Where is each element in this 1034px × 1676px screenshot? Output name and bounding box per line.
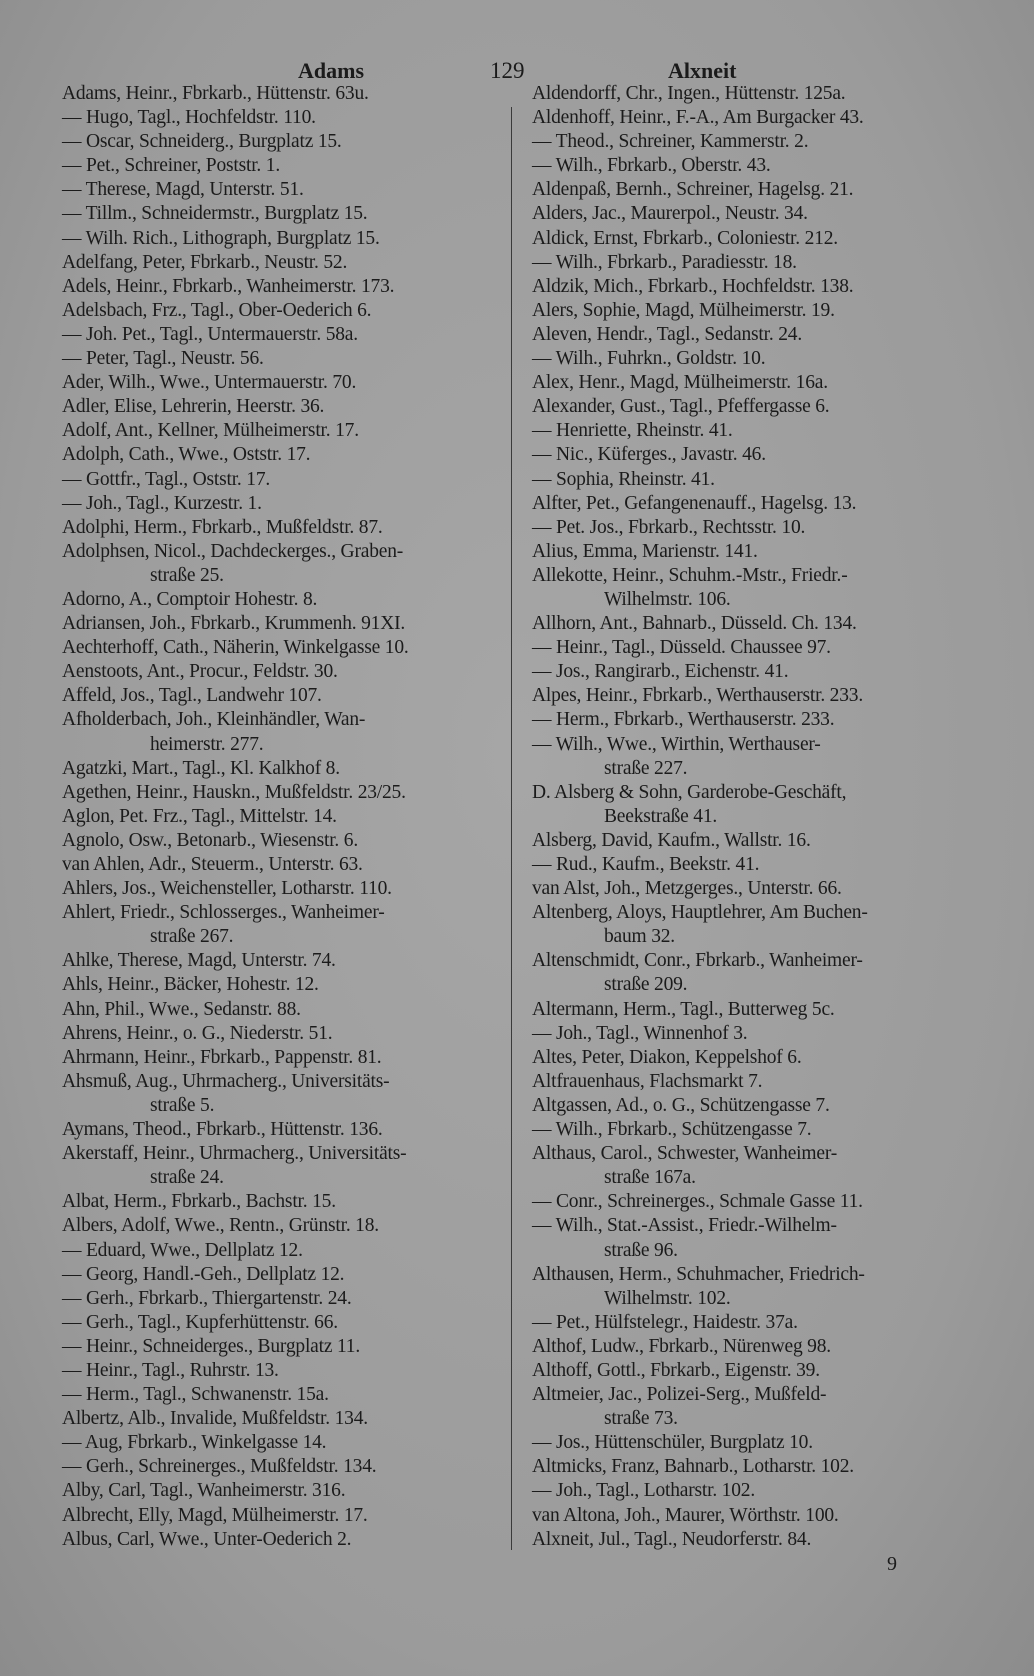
- directory-entry: Alfter, Pet., Gefangenenauff., Hagelsg. 13.: [532, 492, 857, 514]
- directory-entry: — Joh., Tagl., Lotharstr. 102.: [532, 1480, 756, 1502]
- directory-entry: Adler, Elise, Lehrerin, Heerstr. 36.: [62, 396, 325, 418]
- directory-entry: — Herm., Fbrkarb., Werthauserstr. 233.: [532, 709, 835, 731]
- directory-entry: — Pet., Schreiner, Poststr. 1.: [62, 155, 281, 177]
- directory-entry-continuation: straße 227.: [604, 757, 688, 779]
- directory-entry: Aldzik, Mich., Fbrkarb., Hochfeldstr. 138.: [532, 275, 854, 297]
- directory-entry: — Joh. Pet., Tagl., Untermauerstr. 58a.: [62, 323, 358, 345]
- directory-entry-continuation: straße 209.: [604, 974, 688, 996]
- directory-entry: Allhorn, Ant., Bahnarb., Düsseld. Ch. 134.: [532, 613, 857, 635]
- directory-entry: — Wilh., Stat.-Assist., Friedr.-Wilhelm-: [532, 1215, 837, 1237]
- directory-entry: Adolphi, Herm., Fbrkarb., Mußfeldstr. 87.: [62, 516, 383, 538]
- directory-entry: — Wilh. Rich., Lithograph, Burgplatz 15.: [62, 227, 380, 249]
- directory-entry: Altes, Peter, Diakon, Keppelshof 6.: [532, 1046, 802, 1068]
- directory-entry: — Gottfr., Tagl., Oststr. 17.: [62, 468, 271, 490]
- directory-entry: — Heinr., Schneiderges., Burgplatz 11.: [62, 1335, 361, 1357]
- header-last-entry: Alxneit: [668, 58, 737, 83]
- directory-entry: Alexander, Gust., Tagl., Pfeffergasse 6.: [532, 396, 830, 418]
- directory-entry: — Nic., Küferges., Javastr. 46.: [532, 444, 766, 466]
- directory-entry: Adams, Heinr., Fbrkarb., Hüttenstr. 63u.: [62, 83, 369, 104]
- directory-entry: Adels, Heinr., Fbrkarb., Wanheimerstr. 173.: [62, 275, 395, 297]
- directory-entry: — Wilh., Fbrkarb., Oberstr. 43.: [532, 155, 771, 177]
- directory-entry: — Gerh., Fbrkarb., Thiergartenstr. 24.: [62, 1287, 352, 1309]
- directory-entry: — Pet., Hülfstelegr., Haidestr. 37a.: [532, 1311, 798, 1333]
- directory-entry: Alex, Henr., Magd, Mülheimerstr. 16a.: [532, 372, 828, 394]
- directory-entry: Adolphsen, Nicol., Dachdeckerges., Graben-: [62, 540, 404, 562]
- directory-entry: Ahsmuß, Aug., Uhrmacherg., Universitäts-: [62, 1070, 390, 1092]
- directory-entry: — Therese, Magd, Unterstr. 51.: [62, 179, 304, 201]
- directory-entry: — Oscar, Schneiderg., Burgplatz 15.: [62, 131, 342, 153]
- directory-entry: — Peter, Tagl., Neustr. 56.: [62, 348, 264, 370]
- directory-entry: Aechterhoff, Cath., Näherin, Winkelgasse 10.: [62, 637, 409, 659]
- directory-entry: Afholderbach, Joh., Kleinhändler, Wan-: [62, 709, 366, 731]
- page-number: 129: [490, 58, 525, 83]
- directory-entry: — Hugo, Tagl., Hochfeldstr. 110.: [62, 107, 316, 129]
- directory-entry: — Herm., Tagl., Schwanenstr. 15a.: [62, 1384, 329, 1406]
- directory-entry: Adolf, Ant., Kellner, Mülheimerstr. 17.: [62, 420, 359, 442]
- directory-entry: — Gerh., Tagl., Kupferhüttenstr. 66.: [62, 1311, 338, 1333]
- directory-entry: Alsberg, David, Kaufm., Wallstr. 16.: [532, 829, 811, 851]
- directory-entry: — Henriette, Rheinstr. 41.: [532, 420, 733, 442]
- directory-entry: Althof, Ludw., Fbrkarb., Nürenweg 98.: [532, 1335, 831, 1357]
- directory-entry: — Wilh., Wwe., Wirthin, Werthauser-: [532, 733, 821, 755]
- directory-entry: — Jos., Hüttenschüler, Burgplatz 10.: [532, 1432, 813, 1454]
- directory-entry-continuation: straße 73.: [604, 1408, 678, 1430]
- directory-entry: Altgassen, Ad., o. G., Schützengasse 7.: [532, 1094, 830, 1116]
- directory-entry-continuation: straße 24.: [150, 1167, 224, 1189]
- directory-entry: Affeld, Jos., Tagl., Landwehr 107.: [62, 685, 322, 707]
- directory-entry: Althausen, Herm., Schuhmacher, Friedrich-: [532, 1263, 865, 1285]
- directory-entry-continuation: Beekstraße 41.: [604, 805, 718, 827]
- directory-entry-continuation: straße 96.: [604, 1239, 678, 1261]
- directory-entry: Ahn, Phil., Wwe., Sedanstr. 88.: [62, 998, 301, 1020]
- directory-entry: van Ahlen, Adr., Steuerm., Unterstr. 63.: [62, 854, 363, 875]
- directory-entry: — Aug, Fbrkarb., Winkelgasse 14.: [62, 1432, 327, 1454]
- directory-entry: Adolph, Cath., Wwe., Oststr. 17.: [62, 444, 311, 466]
- directory-entry: Alby, Carl, Tagl., Wanheimerstr. 316.: [62, 1480, 346, 1502]
- directory-entry: Altermann, Herm., Tagl., Butterweg 5c.: [532, 998, 835, 1020]
- directory-entry: — Heinr., Tagl., Düsseld. Chaussee 97.: [532, 637, 831, 659]
- directory-entry: Alxneit, Jul., Tagl., Neudorferstr. 84.: [532, 1528, 812, 1550]
- directory-entry: Alers, Sophie, Magd, Mülheimerstr. 19.: [532, 299, 835, 321]
- directory-entry: — Heinr., Tagl., Ruhrstr. 13.: [62, 1359, 279, 1381]
- directory-entry: Agnolo, Osw., Betonarb., Wiesenstr. 6.: [62, 829, 359, 851]
- directory-entry: Ahrmann, Heinr., Fbrkarb., Pappenstr. 81.: [62, 1046, 382, 1068]
- directory-entry: — Wilh., Fbrkarb., Schützengasse 7.: [532, 1119, 812, 1141]
- left-column: [62, 82, 488, 1552]
- directory-entry: Althoff, Gottl., Fbrkarb., Eigenstr. 39.: [532, 1359, 820, 1381]
- directory-entry: — Joh., Tagl., Winnenhof 3.: [532, 1022, 748, 1044]
- directory-entry: Albat, Herm., Fbrkarb., Bachstr. 15.: [62, 1191, 336, 1213]
- directory-entry: — Sophia, Rheinstr. 41.: [532, 468, 715, 490]
- directory-entry: Ahls, Heinr., Bäcker, Hohestr. 12.: [62, 974, 319, 996]
- directory-entry: — Tillm., Schneidermstr., Burgplatz 15.: [62, 203, 368, 225]
- directory-entry: Albus, Carl, Wwe., Unter-Oederich 2.: [62, 1528, 352, 1550]
- directory-entry-continuation: straße 267.: [150, 926, 234, 948]
- directory-entry: Aglon, Pet. Frz., Tagl., Mittelstr. 14.: [62, 805, 337, 827]
- directory-entry-continuation: straße 25.: [150, 564, 224, 586]
- directory-entry: — Eduard, Wwe., Dellplatz 12.: [62, 1239, 303, 1261]
- directory-entry: — Gerh., Schreinerges., Mußfeldstr. 134.: [62, 1456, 377, 1478]
- directory-entry: Aleven, Hendr., Tagl., Sedanstr. 24.: [532, 323, 802, 345]
- directory-entry: Ahlers, Jos., Weichensteller, Lotharstr. 110.: [62, 878, 392, 900]
- directory-entry-continuation: Wilhelmstr. 106.: [604, 588, 731, 610]
- directory-entry: Allekotte, Heinr., Schuhm.-Mstr., Friedr.-: [532, 564, 848, 586]
- directory-entry: — Theod., Schreiner, Kammerstr. 2.: [532, 131, 809, 153]
- directory-entry: Ahrens, Heinr., o. G., Niederstr. 51.: [62, 1022, 333, 1044]
- directory-entry: — Joh., Tagl., Kurzestr. 1.: [62, 492, 262, 514]
- directory-entry: — Pet. Jos., Fbrkarb., Rechtsstr. 10.: [532, 516, 806, 538]
- directory-entry: Agatzki, Mart., Tagl., Kl. Kalkhof 8.: [62, 757, 340, 779]
- directory-entry: — Jos., Rangirarb., Eichenstr. 41.: [532, 661, 789, 683]
- directory-entry: Albrecht, Elly, Magd, Mülheimerstr. 17.: [62, 1504, 368, 1526]
- directory-entry: Aymans, Theod., Fbrkarb., Hüttenstr. 136.: [62, 1119, 383, 1141]
- header-first-entry: Adams: [298, 58, 365, 83]
- directory-entry: Adelfang, Peter, Fbrkarb., Neustr. 52.: [62, 251, 348, 273]
- directory-entry: Altenschmidt, Conr., Fbrkarb., Wanheimer-: [532, 950, 863, 972]
- directory-entry: Albers, Adolf, Wwe., Rentn., Grünstr. 18.: [62, 1215, 379, 1237]
- directory-entry: — Wilh., Fbrkarb., Paradiesstr. 18.: [532, 251, 797, 273]
- directory-entry: Aenstoots, Ant., Procur., Feldstr. 30.: [62, 661, 338, 683]
- directory-entry: Alius, Emma, Marienstr. 141.: [532, 540, 758, 562]
- right-column: [532, 82, 958, 1552]
- directory-entry-continuation: baum 32.: [604, 926, 675, 948]
- directory-entry: Adriansen, Joh., Fbrkarb., Krummenh. 91XI.: [62, 613, 406, 635]
- directory-entry: Ahlke, Therese, Magd, Unterstr. 74.: [62, 950, 336, 972]
- directory-entry-continuation: heimerstr. 277.: [150, 733, 264, 755]
- directory-entry-continuation: straße 167a.: [604, 1167, 696, 1189]
- directory-entry: Adelsbach, Frz., Tagl., Ober-Oederich 6.: [62, 299, 372, 321]
- directory-entry: Altmicks, Franz, Bahnarb., Lotharstr. 102.: [532, 1456, 854, 1478]
- directory-entry: van Alst, Joh., Metzgerges., Unterstr. 66.: [532, 878, 842, 900]
- directory-entry: Ader, Wilh., Wwe., Untermauerstr. 70.: [62, 372, 357, 394]
- directory-entry: Agethen, Heinr., Hauskn., Mußfeldstr. 23/25.: [62, 781, 406, 803]
- directory-entry: Alpes, Heinr., Fbrkarb., Werthauserstr. 233.: [532, 685, 864, 707]
- directory-entry: Adorno, A., Comptoir Hohestr. 8.: [62, 588, 318, 610]
- directory-entry: — Georg, Handl.-Geh., Dellplatz 12.: [62, 1263, 345, 1285]
- directory-entry: Aldendorff, Chr., Ingen., Hüttenstr. 125a.: [532, 83, 846, 104]
- directory-entry: — Conr., Schreinerges., Schmale Gasse 11.: [532, 1191, 863, 1213]
- directory-entry-continuation: straße 5.: [150, 1094, 215, 1116]
- directory-entry: Ahlert, Friedr., Schlosserges., Wanheimer-: [62, 902, 385, 924]
- directory-entry: D. Alsberg & Sohn, Garderobe-Geschäft,: [532, 781, 847, 803]
- directory-entry: Altmeier, Jac., Polizei-Serg., Mußfeld-: [532, 1384, 827, 1406]
- signature-mark: 9: [887, 1553, 897, 1575]
- directory-entry: Altenberg, Aloys, Hauptlehrer, Am Buchen-: [532, 902, 868, 924]
- directory-entry: Albertz, Alb., Invalide, Mußfeldstr. 134.: [62, 1408, 368, 1430]
- directory-entry: van Altona, Joh., Maurer, Wörthstr. 100.: [532, 1504, 839, 1526]
- directory-entry: Althaus, Carol., Schwester, Wanheimer-: [532, 1143, 838, 1165]
- column-divider: [511, 107, 512, 1550]
- directory-entry-continuation: Wilhelmstr. 102.: [604, 1287, 731, 1309]
- directory-entry: Akerstaff, Heinr., Uhrmacherg., Universitäts-: [62, 1143, 407, 1165]
- directory-entry: — Rud., Kaufm., Beekstr. 41.: [532, 854, 760, 875]
- directory-entry: Altfrauenhaus, Flachsmarkt 7.: [532, 1070, 763, 1092]
- directory-entry: Alders, Jac., Maurerpol., Neustr. 34.: [532, 203, 808, 225]
- directory-entry: — Wilh., Fuhrkn., Goldstr. 10.: [532, 348, 766, 370]
- directory-entry: Aldick, Ernst, Fbrkarb., Coloniestr. 212.: [532, 227, 838, 249]
- directory-entry: Aldenhoff, Heinr., F.-A., Am Burgacker 43.: [532, 107, 864, 129]
- directory-entry: Aldenpaß, Bernh., Schreiner, Hagelsg. 21.: [532, 179, 854, 201]
